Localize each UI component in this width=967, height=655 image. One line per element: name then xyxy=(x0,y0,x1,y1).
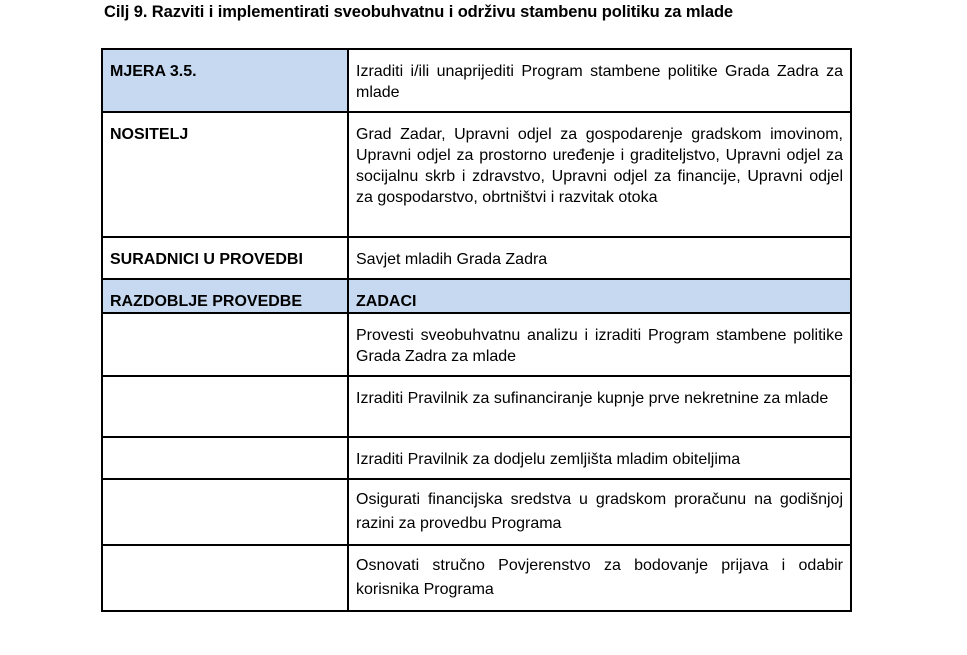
task-cell: Provesti sveobuhvatnu analizu i izraditi Program stambene politike Grada Zadra za mlade xyxy=(348,313,851,376)
task-period-cell xyxy=(102,376,348,437)
task-cell: Izraditi Pravilnik za dodjelu zemljišta mladim obiteljima xyxy=(348,437,851,479)
table-row-task xyxy=(102,376,851,437)
mjera-label: MJERA 3.5. xyxy=(102,49,348,112)
column-header-period: RAZDOBLJE PROVEDBE xyxy=(102,279,348,313)
task-cell: Osigurati financijska sredstva u gradskom proračunu na godišnjoj razini za provedbu Programa xyxy=(348,479,851,545)
task-period-cell xyxy=(102,545,348,611)
table-row-mjera xyxy=(102,49,851,112)
table-row-task xyxy=(102,313,851,376)
mjera-value: Izraditi i/ili unaprijediti Program stambene politike Grada Zadra za mlade xyxy=(348,49,851,112)
nositelj-value: Grad Zadar, Upravni odjel za gospodarenje gradskom imovinom, Upravni odjel za prostorno uređenje i graditeljstvo, Upravni odjel za socijalnu skrb i zdravstvo, Upravni odjel za financije, Upravni odjel za gospodarstvo, obrtništvi i razvitak otoka xyxy=(348,112,851,237)
nositelj-label: NOSITELJ xyxy=(102,112,348,237)
task-period-cell xyxy=(102,313,348,376)
task-cell: Izraditi Pravilnik za sufinanciranje kupnje prve nekretnine za mlade xyxy=(348,376,851,437)
measure-table xyxy=(101,48,852,612)
table-row-task xyxy=(102,545,851,611)
table-row-task xyxy=(102,437,851,479)
table-row-nositelj xyxy=(102,112,851,237)
task-period-cell xyxy=(102,479,348,545)
task-period-cell xyxy=(102,437,348,479)
task-cell: Osnovati stručno Povjerenstvo za bodovanje prijava i odabir korisnika Programa xyxy=(348,545,851,611)
column-header-tasks: ZADACI xyxy=(348,279,851,313)
suradnici-value: Savjet mladih Grada Zadra xyxy=(348,237,851,279)
table-row-suradnici xyxy=(102,237,851,279)
table-row-task xyxy=(102,479,851,545)
suradnici-label: SURADNICI U PROVEDBI xyxy=(102,237,348,279)
table-header-row xyxy=(102,279,851,313)
document-title: Cilj 9. Razviti i implementirati sveobuhvatnu i održivu stambenu politiku za mlade xyxy=(104,3,734,21)
